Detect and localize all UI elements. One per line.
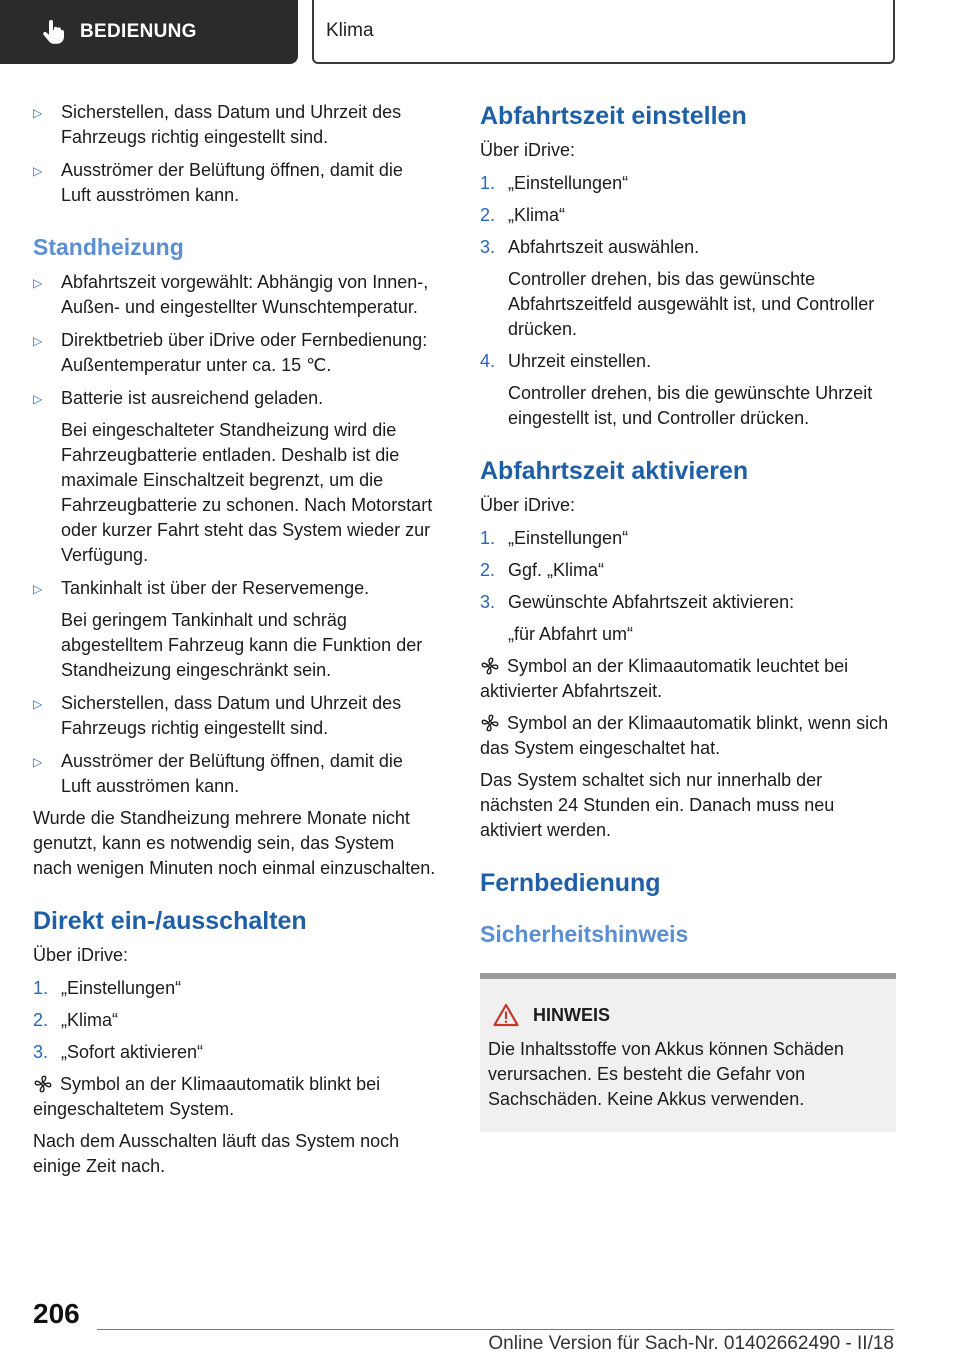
left-column <box>33 100 437 1179</box>
fan-icon <box>33 1075 53 1093</box>
section-heading: Standheizung <box>33 234 184 260</box>
list-item: ▷ Batterie ist ausreichend geladen. Bei eingeschalteter Standheizung wird die Fahrzeugbatterie entladen. Deshalb ist die maximale Einschaltzeit begrenzt, um die Fahrzeugbatterie zu schonen. Nach Motorstart oder kurzer Fahrt steht das System wieder zur Verfügung. <box>33 386 437 568</box>
section-tab <box>0 0 298 64</box>
triangle-bullet-icon: ▷ <box>33 334 43 348</box>
list-item: 2. „Klima“ <box>480 205 565 225</box>
list-item: 2. „Klima“ <box>33 1010 118 1030</box>
fan-icon <box>480 714 500 732</box>
paragraph: Symbol an der Klimaautomatik leuchtet bei aktivierter Abfahrtszeit. <box>480 656 849 701</box>
paragraph: Das System schaltet sich nur innerhalb der nächsten 24 Stunden ein. Danach muss neu aktiviert werden. <box>480 770 835 840</box>
section-heading: Fernbedienung <box>480 869 661 897</box>
page-header <box>0 0 960 66</box>
warning-triangle-icon <box>493 1003 519 1027</box>
hand-pointer-icon <box>42 20 64 44</box>
list-item: ▷ Sicherstellen, dass Datum und Uhrzeit des Fahrzeugs richtig eingestellt sind. <box>33 691 437 741</box>
triangle-bullet-icon: ▷ <box>33 697 43 711</box>
chapter-box <box>312 0 895 64</box>
list-item: 3. Abfahrtszeit auswählen. Controller drehen, bis das gewünschte Abfahrtszeitfeld ausgewählt ist, und Controller drücken. <box>480 237 875 339</box>
paragraph: Über iDrive: <box>33 945 129 965</box>
triangle-bullet-icon: ▷ <box>33 106 43 120</box>
fan-icon <box>480 657 500 675</box>
section-label: BEDIENUNG <box>80 21 197 42</box>
paragraph: Über iDrive: <box>480 140 576 160</box>
list-item: ▷ Abfahrtszeit vorgewählt: Abhängig von Innen-, Außen- und eingestellter Wunschtemperatur. <box>33 270 437 320</box>
paragraph: Über iDrive: <box>480 495 576 515</box>
notice-box <box>480 973 896 1132</box>
list-item: 4. Uhrzeit einstellen. Controller drehen, bis die gewünschte Uhrzeit eingestellt ist, und Controller drücken. <box>480 351 873 428</box>
list-item: ▷ Ausströmer der Belüftung öffnen, damit die Luft ausströmen kann. <box>33 158 437 208</box>
list-item: 1. „Einstellungen“ <box>480 528 629 548</box>
list-item: 1. „Einstellungen“ <box>33 978 182 998</box>
triangle-bullet-icon: ▷ <box>33 392 43 406</box>
triangle-bullet-icon: ▷ <box>33 276 43 290</box>
list-item: 1. „Einstellungen“ <box>480 173 629 193</box>
list-item: ▷ Tankinhalt ist über der Reservemenge. Bei geringem Tankinhalt und schräg abgestelltem Fahrzeug kann die Funktion der Standheizung eingeschränkt sein. <box>33 576 437 683</box>
section-heading: Abfahrtszeit einstellen <box>480 102 747 130</box>
list-item: ▷ Ausströmer der Belüftung öffnen, damit die Luft ausströmen kann. <box>33 749 437 799</box>
notice-title: HINWEIS <box>493 1003 888 1027</box>
list-item: 3. Gewünschte Abfahrtszeit aktivieren: „für Abfahrt um“ <box>480 592 795 644</box>
footer-divider <box>97 1329 894 1330</box>
paragraph: Nach dem Ausschalten läuft das System noch einige Zeit nach. <box>33 1131 400 1176</box>
triangle-bullet-icon: ▷ <box>33 164 43 178</box>
list-item: 3. „Sofort aktivieren“ <box>33 1042 204 1062</box>
notice-text: Die Inhaltsstoffe von Akkus können Schäden verursachen. Es besteht die Gefahr von Sachschäden. Keine Akkus verwenden. <box>488 1039 844 1109</box>
triangle-bullet-icon: ▷ <box>33 755 43 769</box>
list-item: ▷ Sicherstellen, dass Datum und Uhrzeit des Fahrzeugs richtig eingestellt sind. <box>33 100 437 150</box>
list-item: 2. Ggf. „Klima“ <box>480 560 605 580</box>
list-item: ▷ Direktbetrieb über iDrive oder Fernbedienung: Außentemperatur unter ca. 15 ℃. <box>33 328 437 378</box>
right-column <box>480 100 896 1132</box>
paragraph: Wurde die Standheizung mehrere Monate nicht genutzt, kann es notwendig sein, das System nach wenigen Minuten noch einmal einzuschalten. <box>33 808 436 878</box>
page-number: 206 <box>33 1298 80 1329</box>
section-heading: Abfahrtszeit aktivieren <box>480 457 749 485</box>
chapter-label: Klima <box>326 20 374 41</box>
paragraph: Symbol an der Klimaautomatik blinkt bei eingeschaltetem System. <box>33 1074 381 1119</box>
subsection-heading: Sicherheitshinweis <box>480 921 689 947</box>
paragraph: Symbol an der Klimaautomatik blinkt, wenn sich das System eingeschaltet hat. <box>480 713 889 758</box>
section-heading: Direkt ein-/ausschalten <box>33 907 307 935</box>
footer-text: Online Version für Sach-Nr. 01402662490 - II/18 <box>488 1333 894 1354</box>
triangle-bullet-icon: ▷ <box>33 582 43 596</box>
